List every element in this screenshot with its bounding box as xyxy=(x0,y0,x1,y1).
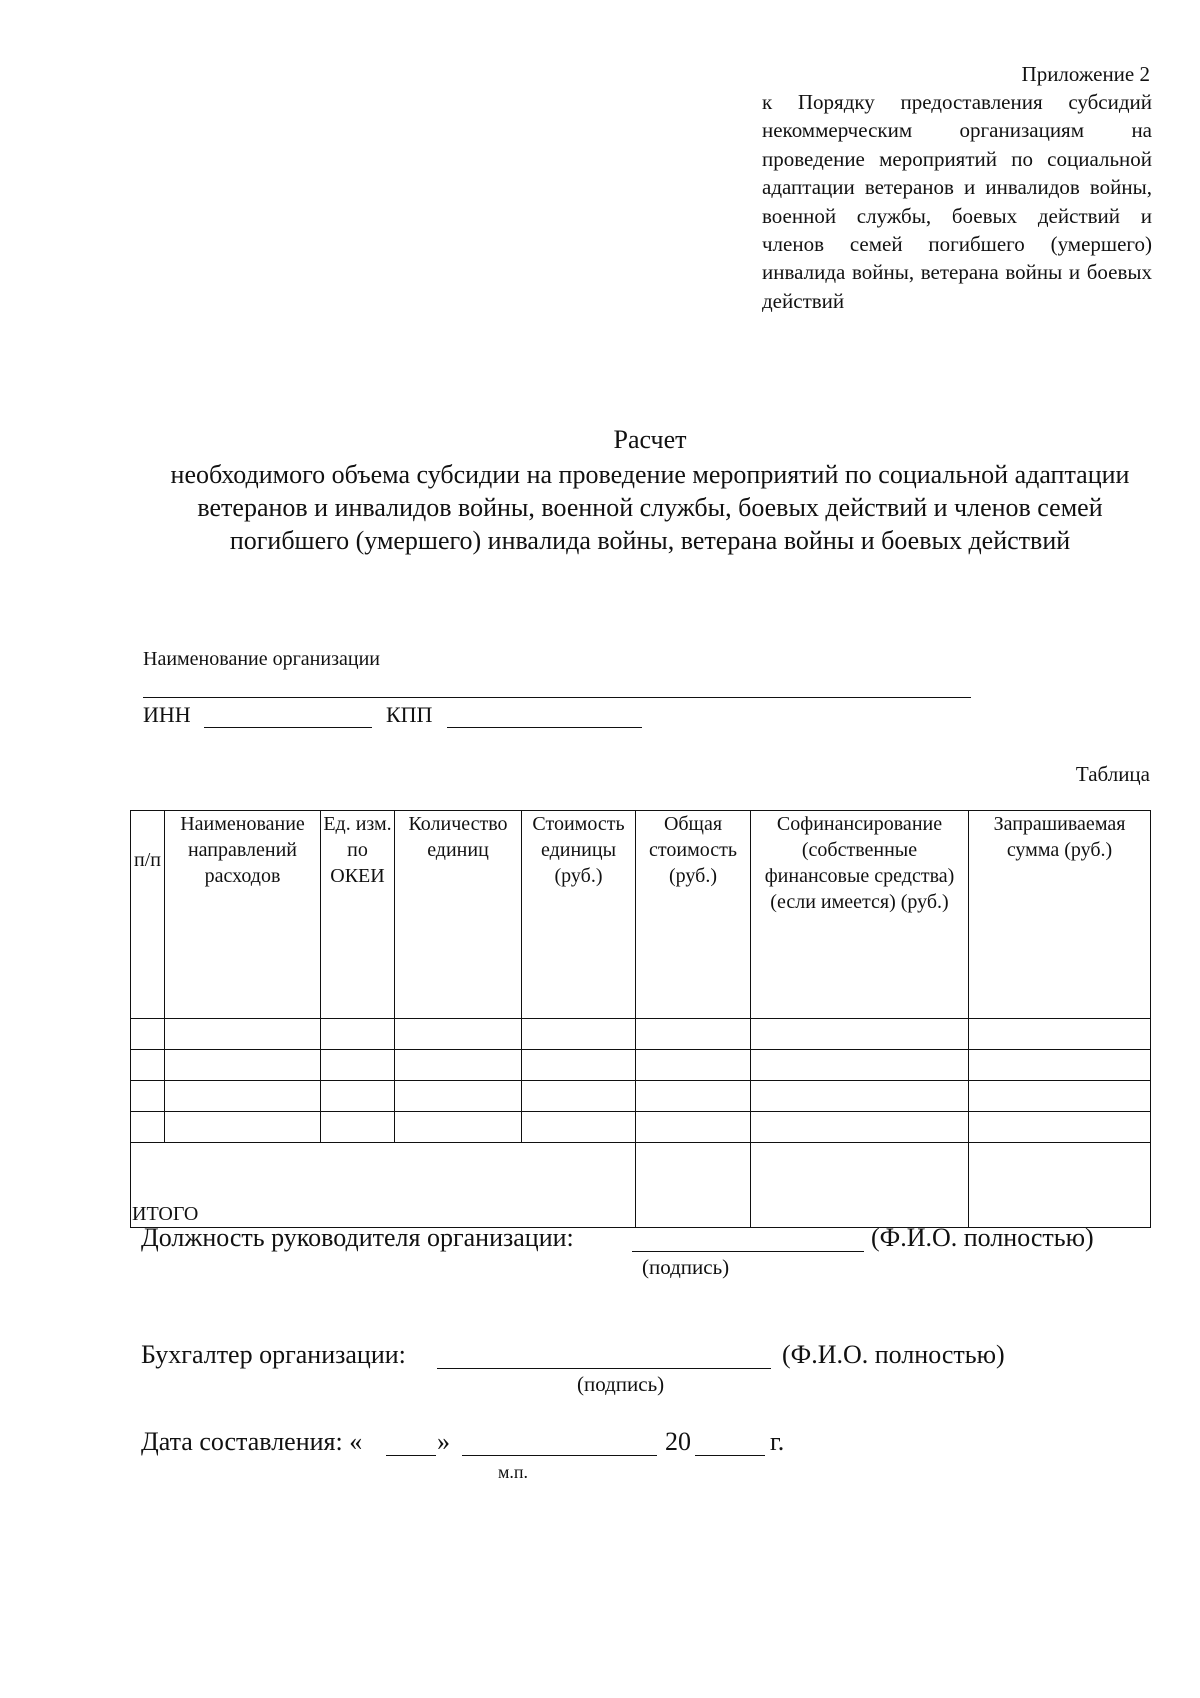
table-cell[interactable] xyxy=(522,1081,636,1112)
appendix-number: Приложение 2 xyxy=(1021,62,1150,86)
date-day-field[interactable] xyxy=(386,1455,436,1456)
table-cell[interactable] xyxy=(522,1112,636,1143)
table-cell[interactable] xyxy=(395,1050,522,1081)
table-row xyxy=(131,1081,1151,1112)
date-month-field[interactable] xyxy=(462,1455,657,1456)
date-year-suffix: г. xyxy=(770,1427,785,1456)
calculation-table xyxy=(130,810,1151,1228)
total-label: ИТОГО xyxy=(131,1143,636,1228)
column-header: Софинансирование (собственные финансовые средства) (если имеется) (руб.) xyxy=(751,811,969,1019)
organization-name-label: Наименование организации xyxy=(143,648,380,670)
table-cell[interactable] xyxy=(395,1112,522,1143)
total-cell[interactable] xyxy=(751,1143,969,1228)
table-cell[interactable] xyxy=(321,1019,395,1050)
total-row xyxy=(131,1143,1151,1228)
date-year-field[interactable] xyxy=(695,1455,765,1456)
head-signature-field[interactable] xyxy=(632,1251,864,1252)
table-cell[interactable] xyxy=(636,1081,751,1112)
column-header: Общая стоимость (руб.) xyxy=(636,811,751,1019)
column-header: Наименование направлений расходов xyxy=(165,811,321,1019)
document-title: Расчет xyxy=(613,425,687,454)
table-cell[interactable] xyxy=(165,1019,321,1050)
document-subtitle: необходимого объема субсидии на проведение мероприятий по социальной адаптации ветеранов и инвалидов войны, военной службы, боевых действий и членов семей погибшего (умершего) инвалида войны, ветерана войны и боевых действий xyxy=(170,460,1130,555)
table-row xyxy=(131,1050,1151,1081)
table-cell[interactable] xyxy=(969,1050,1151,1081)
accountant-signature-field[interactable] xyxy=(437,1368,771,1369)
total-cell[interactable] xyxy=(636,1143,751,1228)
date-label: Дата составления: « xyxy=(141,1427,363,1456)
table-cell[interactable] xyxy=(321,1081,395,1112)
table-cell[interactable] xyxy=(751,1019,969,1050)
column-header: Ед. изм. по ОКЕИ xyxy=(321,811,395,1019)
head-position-label: Должность руководителя организации: xyxy=(141,1223,574,1252)
table-cell[interactable] xyxy=(131,1081,165,1112)
table-cell[interactable] xyxy=(131,1019,165,1050)
table-cell[interactable] xyxy=(969,1019,1151,1050)
table-row xyxy=(131,1112,1151,1143)
kpp-label: КПП xyxy=(386,702,433,727)
table-cell[interactable] xyxy=(751,1081,969,1112)
column-header: Запрашиваемая сумма (руб.) xyxy=(969,811,1151,1019)
accountant-label: Бухгалтер организации: xyxy=(141,1340,406,1369)
table-cell[interactable] xyxy=(522,1050,636,1081)
table-cell[interactable] xyxy=(131,1050,165,1081)
table-cell[interactable] xyxy=(165,1081,321,1112)
column-header: п/п xyxy=(131,811,165,1019)
table-cell[interactable] xyxy=(321,1112,395,1143)
table-cell[interactable] xyxy=(165,1112,321,1143)
column-header: Количество единиц xyxy=(395,811,522,1019)
stamp-caption: м.п. xyxy=(498,1462,529,1482)
table-cell[interactable] xyxy=(636,1050,751,1081)
appendix-text: к Порядку предоставления субсидий некоммерческим организациям на проведение мероприятий по социальной адаптации ветеранов и инвалидов войны, военной службы, боевых действий и членов семей погибшего (умершего) инвалида войны, ветерана войны и боевых действий xyxy=(762,90,1152,313)
table-cell[interactable] xyxy=(751,1050,969,1081)
table-cell[interactable] xyxy=(751,1112,969,1143)
head-fio-label: (Ф.И.О. полностью) xyxy=(871,1223,1094,1252)
accountant-signature-caption: (подпись) xyxy=(577,1372,665,1396)
table-cell[interactable] xyxy=(395,1081,522,1112)
table-cell[interactable] xyxy=(636,1112,751,1143)
table-cell[interactable] xyxy=(636,1019,751,1050)
accountant-fio-label: (Ф.И.О. полностью) xyxy=(782,1340,1005,1369)
table-cell[interactable] xyxy=(969,1081,1151,1112)
date-quote-close: » xyxy=(437,1427,450,1456)
inn-label: ИНН xyxy=(143,702,191,727)
table-cell[interactable] xyxy=(321,1050,395,1081)
table-cell[interactable] xyxy=(395,1019,522,1050)
total-cell[interactable] xyxy=(969,1143,1151,1228)
table-caption: Таблица xyxy=(1075,762,1150,786)
table-cell[interactable] xyxy=(522,1019,636,1050)
column-header: Стоимость единицы (руб.) xyxy=(522,811,636,1019)
head-signature-caption: (подпись) xyxy=(642,1255,730,1279)
table-cell[interactable] xyxy=(969,1112,1151,1143)
kpp-field[interactable] xyxy=(447,727,642,728)
table-cell[interactable] xyxy=(131,1112,165,1143)
date-year-prefix: 20 xyxy=(665,1427,691,1456)
inn-field[interactable] xyxy=(204,727,372,728)
table-header-row xyxy=(131,811,1151,1019)
organization-name-field[interactable] xyxy=(143,697,971,698)
table-cell[interactable] xyxy=(165,1050,321,1081)
table-row xyxy=(131,1019,1151,1050)
